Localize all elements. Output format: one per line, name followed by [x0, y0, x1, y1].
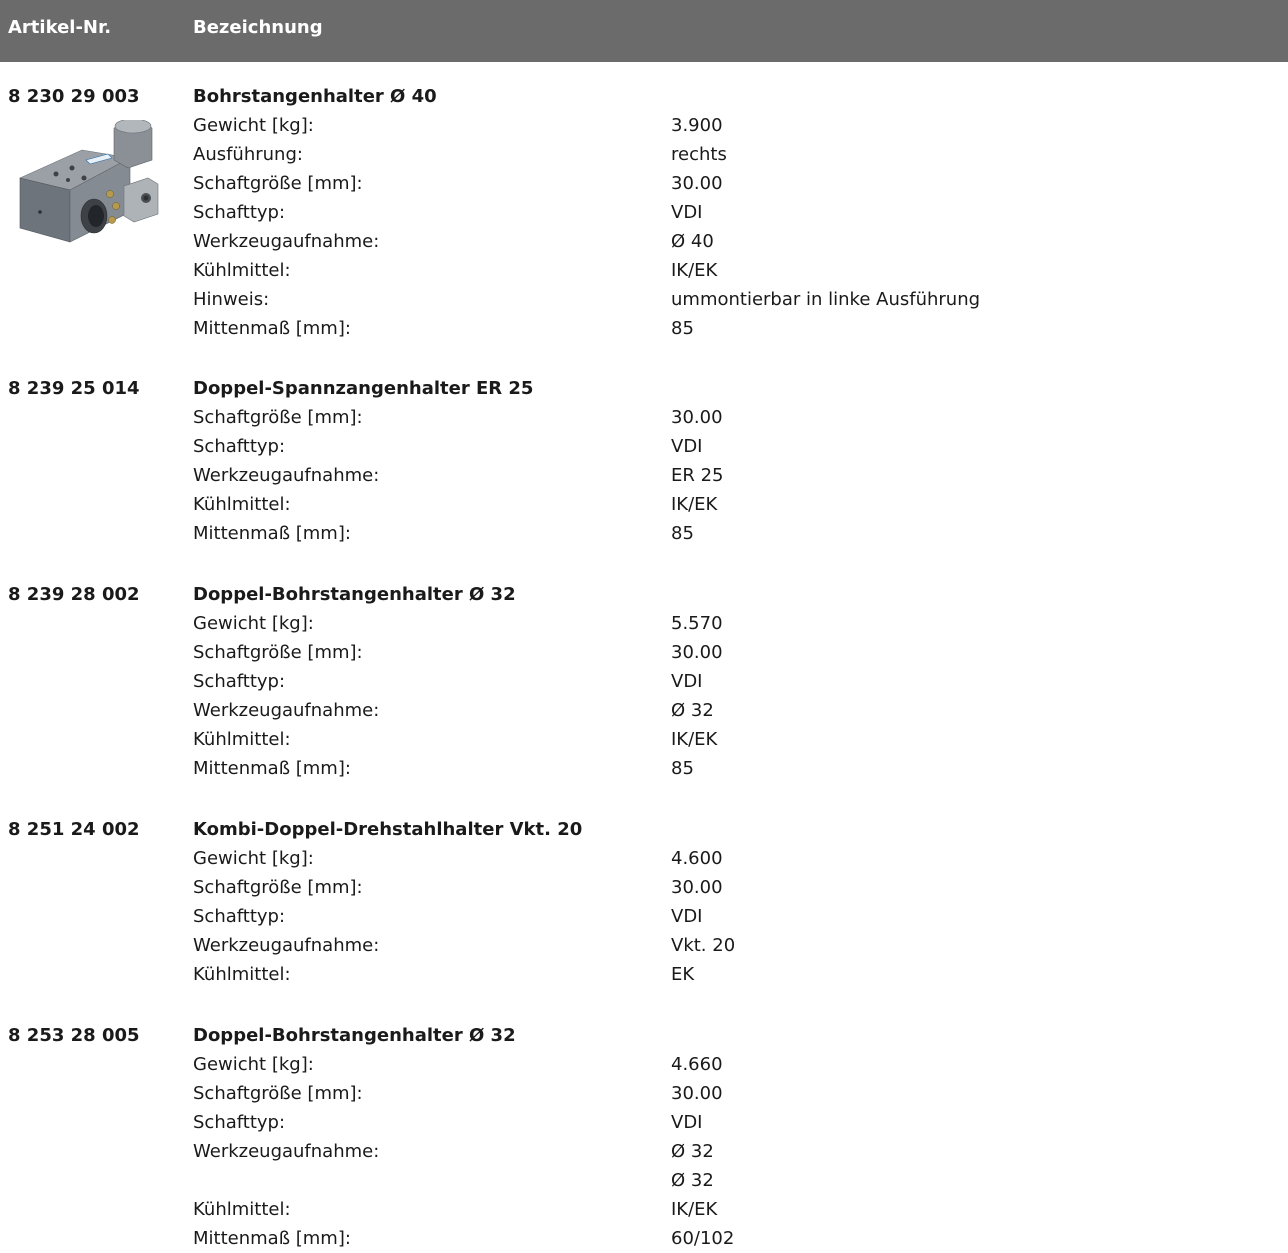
- spec-value: 30.00: [671, 173, 723, 194]
- spec-label: Werkzeugaufnahme:: [193, 1141, 380, 1162]
- spec-value: Ø 32: [671, 1170, 714, 1191]
- spec-row: [193, 754, 1283, 783]
- spec-label: Mittenmaß [mm]:: [193, 758, 351, 779]
- article-title: Doppel-Spannzangenhalter ER 25: [193, 378, 534, 399]
- spec-row: [193, 140, 1283, 169]
- spec-label: Kühlmittel:: [193, 260, 291, 281]
- spec-value: VDI: [671, 202, 703, 223]
- article-title: Doppel-Bohrstangenhalter Ø 32: [193, 1025, 516, 1046]
- article-title: Bohrstangenhalter Ø 40: [193, 86, 437, 107]
- spec-label: Schaftgröße [mm]:: [193, 877, 363, 898]
- article-title: Kombi-Doppel-Drehstahlhalter Vkt. 20: [193, 819, 583, 840]
- spec-label: Mittenmaß [mm]:: [193, 318, 351, 339]
- spec-value: 60/102: [671, 1228, 735, 1249]
- spec-label: Hinweis:: [193, 289, 270, 310]
- spec-label: Mittenmaß [mm]:: [193, 523, 351, 544]
- spec-value: ummontierbar in linke Ausführung: [671, 289, 981, 310]
- spec-label: Schafttyp:: [193, 671, 286, 692]
- table-header: [0, 0, 1288, 62]
- spec-value: 4.600: [671, 848, 723, 869]
- spec-value: IK/EK: [671, 1199, 718, 1220]
- spec-label: Werkzeugaufnahme:: [193, 700, 380, 721]
- spec-label: Werkzeugaufnahme:: [193, 935, 380, 956]
- column-header-description: Bezeichnung: [193, 17, 323, 38]
- spec-label: Gewicht [kg]:: [193, 848, 314, 869]
- spec-row: [193, 227, 1283, 256]
- spec-value: VDI: [671, 671, 703, 692]
- spec-label: Kühlmittel:: [193, 729, 291, 750]
- spec-row: [193, 1079, 1283, 1108]
- article-title: Doppel-Bohrstangenhalter Ø 32: [193, 584, 516, 605]
- spec-value: 30.00: [671, 642, 723, 663]
- spec-label: Gewicht [kg]:: [193, 613, 314, 634]
- spec-value: 5.570: [671, 613, 723, 634]
- spec-label: Gewicht [kg]:: [193, 115, 314, 136]
- spec-row: [193, 1224, 1283, 1253]
- spec-row: [193, 931, 1283, 960]
- spec-value: 3.900: [671, 115, 723, 136]
- article-number: 8 251 24 002: [8, 819, 140, 840]
- spec-value: 30.00: [671, 1083, 723, 1104]
- column-header-article-number: Artikel-Nr.: [8, 17, 112, 38]
- spec-row: [193, 844, 1283, 873]
- spec-value: VDI: [671, 906, 703, 927]
- article-number: 8 230 29 003: [8, 86, 140, 107]
- spec-value: 30.00: [671, 407, 723, 428]
- spec-value: VDI: [671, 436, 703, 457]
- spec-label: Schafttyp:: [193, 1112, 286, 1133]
- spec-row: [193, 490, 1283, 519]
- article-number: 8 253 28 005: [8, 1025, 140, 1046]
- spec-row: [193, 1108, 1283, 1137]
- spec-label: Werkzeugaufnahme:: [193, 465, 380, 486]
- spec-row: [193, 638, 1283, 667]
- spec-value: IK/EK: [671, 729, 718, 750]
- spec-row: [193, 1166, 1283, 1195]
- spec-label: Schaftgröße [mm]:: [193, 407, 363, 428]
- spec-row: [193, 1195, 1283, 1224]
- article-number: 8 239 28 002: [8, 584, 140, 605]
- spec-label: Gewicht [kg]:: [193, 1054, 314, 1075]
- spec-value: Ø 32: [671, 700, 714, 721]
- spec-label: Schaftgröße [mm]:: [193, 1083, 363, 1104]
- spec-label: Kühlmittel:: [193, 494, 291, 515]
- spec-label: Schaftgröße [mm]:: [193, 173, 363, 194]
- spec-label: Schafttyp:: [193, 906, 286, 927]
- spec-row: [193, 169, 1283, 198]
- spec-row: [193, 873, 1283, 902]
- spec-label: Kühlmittel:: [193, 1199, 291, 1220]
- spec-value: rechts: [671, 144, 727, 165]
- spec-value: 30.00: [671, 877, 723, 898]
- spec-value: Vkt. 20: [671, 935, 736, 956]
- spec-value: IK/EK: [671, 494, 718, 515]
- spec-row: [193, 198, 1283, 227]
- spec-value: 85: [671, 758, 694, 779]
- spec-row: [193, 960, 1283, 989]
- spec-label: Schafttyp:: [193, 436, 286, 457]
- spec-row: [193, 725, 1283, 754]
- spec-row: [193, 314, 1283, 343]
- spec-label: Ausführung:: [193, 144, 303, 165]
- spec-value: Ø 40: [671, 231, 714, 252]
- spec-row: [193, 403, 1283, 432]
- spec-label: Schafttyp:: [193, 202, 286, 223]
- spec-row: [193, 519, 1283, 548]
- product-image: [12, 120, 162, 245]
- spec-row: [193, 902, 1283, 931]
- spec-row: [193, 432, 1283, 461]
- spec-value: 4.660: [671, 1054, 723, 1075]
- spec-label: Werkzeugaufnahme:: [193, 231, 380, 252]
- spec-value: 85: [671, 523, 694, 544]
- spec-value: Ø 32: [671, 1141, 714, 1162]
- spec-row: [193, 256, 1283, 285]
- spec-row: [193, 609, 1283, 638]
- spec-label: Kühlmittel:: [193, 964, 291, 985]
- spec-row: [193, 696, 1283, 725]
- spec-value: ER 25: [671, 465, 724, 486]
- article-number: 8 239 25 014: [8, 378, 140, 399]
- spec-row: [193, 667, 1283, 696]
- spec-label: Schaftgröße [mm]:: [193, 642, 363, 663]
- spec-value: VDI: [671, 1112, 703, 1133]
- spec-row: [193, 1137, 1283, 1166]
- spec-value: 85: [671, 318, 694, 339]
- spec-row: [193, 111, 1283, 140]
- spec-row: [193, 461, 1283, 490]
- spec-row: [193, 1050, 1283, 1079]
- spec-value: IK/EK: [671, 260, 718, 281]
- spec-value: EK: [671, 964, 695, 985]
- spec-label: Mittenmaß [mm]:: [193, 1228, 351, 1249]
- spec-row: [193, 285, 1283, 314]
